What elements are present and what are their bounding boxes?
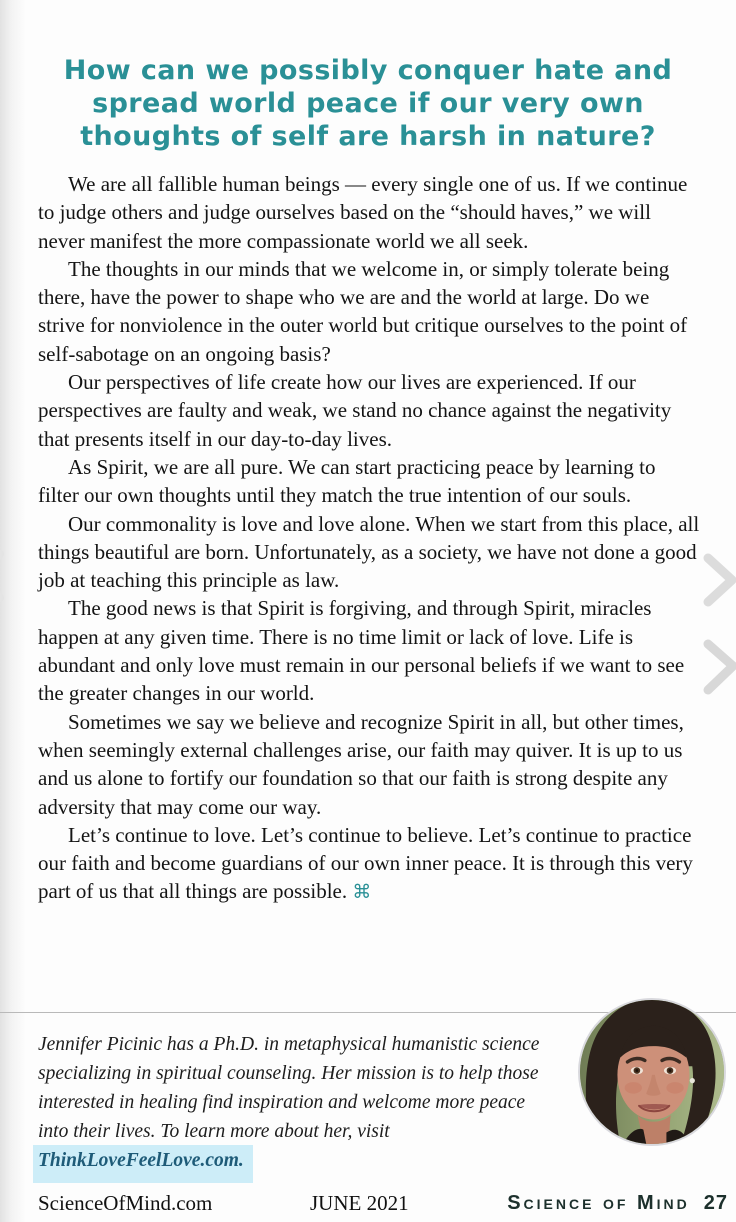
- next-page-chevron-icon[interactable]: [700, 552, 736, 608]
- author-photo-illustration: [580, 1000, 724, 1144]
- article-paragraph: The good news is that Spirit is forgiving, and through Spirit, miracles happen at any given time. There is no time limit or lack of love. Life is abundant and only love must remain in our personal beliefs if we want to see the greater changes in our world.: [38, 596, 685, 706]
- article-paragraph: Sometimes we say we believe and recognize Spirit in all, but other times, when seemingly external challenges arise, our faith may quiver. It is up to us and us alone to fortify our foundation so that our faith is strong despite any adversity that may come our way.: [38, 709, 684, 819]
- article-paragraph: Our perspectives of life create how our lives are experienced. If our perspectives are faulty and weak, we stand no chance against the negativity that presents itself in our day-to-day lives.: [38, 370, 672, 451]
- article-title-line: spread world peace if our very own: [92, 88, 644, 119]
- previous-page-chevron-icon[interactable]: [0, 548, 8, 609]
- article-paragraph: The thoughts in our minds that we welcome in, or simply tolerate being there, have the power to shape who we are and the world at large. Do we strive for nonviolence in the outer world but critique ourselves to the point of self-sabotage on an ongoing basis?: [38, 256, 688, 366]
- author-website-link[interactable]: ThinkLoveFeelLove.com.: [33, 1145, 253, 1183]
- author-bio: [38, 1030, 546, 1175]
- article-paragraph: We are all fallible human beings — every single one of us. If we continue to judge others and judge ourselves based on the “should haves,” we will never manifest the more compassionate world we all seek.: [38, 172, 688, 253]
- article-paragraph-text: Let’s continue to love. Let’s continue to believe. Let’s continue to practice our faith and become guardians of our own inner peace. It is through this very part of us that all things are possible.: [38, 822, 693, 904]
- page-number: 27: [703, 1192, 728, 1214]
- magazine-title-text: Science of Mind: [507, 1192, 690, 1214]
- article-title-line: How can we possibly conquer hate and: [63, 55, 673, 86]
- footer-magazine-title: [507, 1192, 728, 1215]
- article-title-line: thoughts of self are harsh in nature?: [80, 121, 656, 152]
- article-title: [30, 54, 706, 153]
- footer-website: ScienceOfMind.com: [38, 1191, 213, 1215]
- footer-issue-date: JUNE 2021: [310, 1191, 409, 1215]
- author-photo: [578, 998, 726, 1146]
- article-body: [38, 170, 700, 907]
- next-page-chevron-icon[interactable]: [700, 636, 736, 696]
- page-spine-shadow: [0, 0, 26, 1222]
- article-paragraph: [38, 821, 700, 907]
- end-of-article-icon: ⌘: [352, 881, 372, 904]
- article-paragraph: Our commonality is love and love alone. When we start from this place, all things beautiful are born. Unfortunately, as a society, we have not done a good job at teaching this principle as law.: [38, 511, 700, 593]
- author-bio-text: Jennifer Picinic has a Ph.D. in metaphysical humanistic science specializing in spiritual counseling. Her mission is to help those interested in healing find inspiration and welcome more peace into their lives. To learn more about her, visit: [38, 1034, 540, 1142]
- article-paragraph: As Spirit, we are all pure. We can start practicing peace by learning to filter our own thoughts until they match the true intention of our souls.: [38, 454, 656, 508]
